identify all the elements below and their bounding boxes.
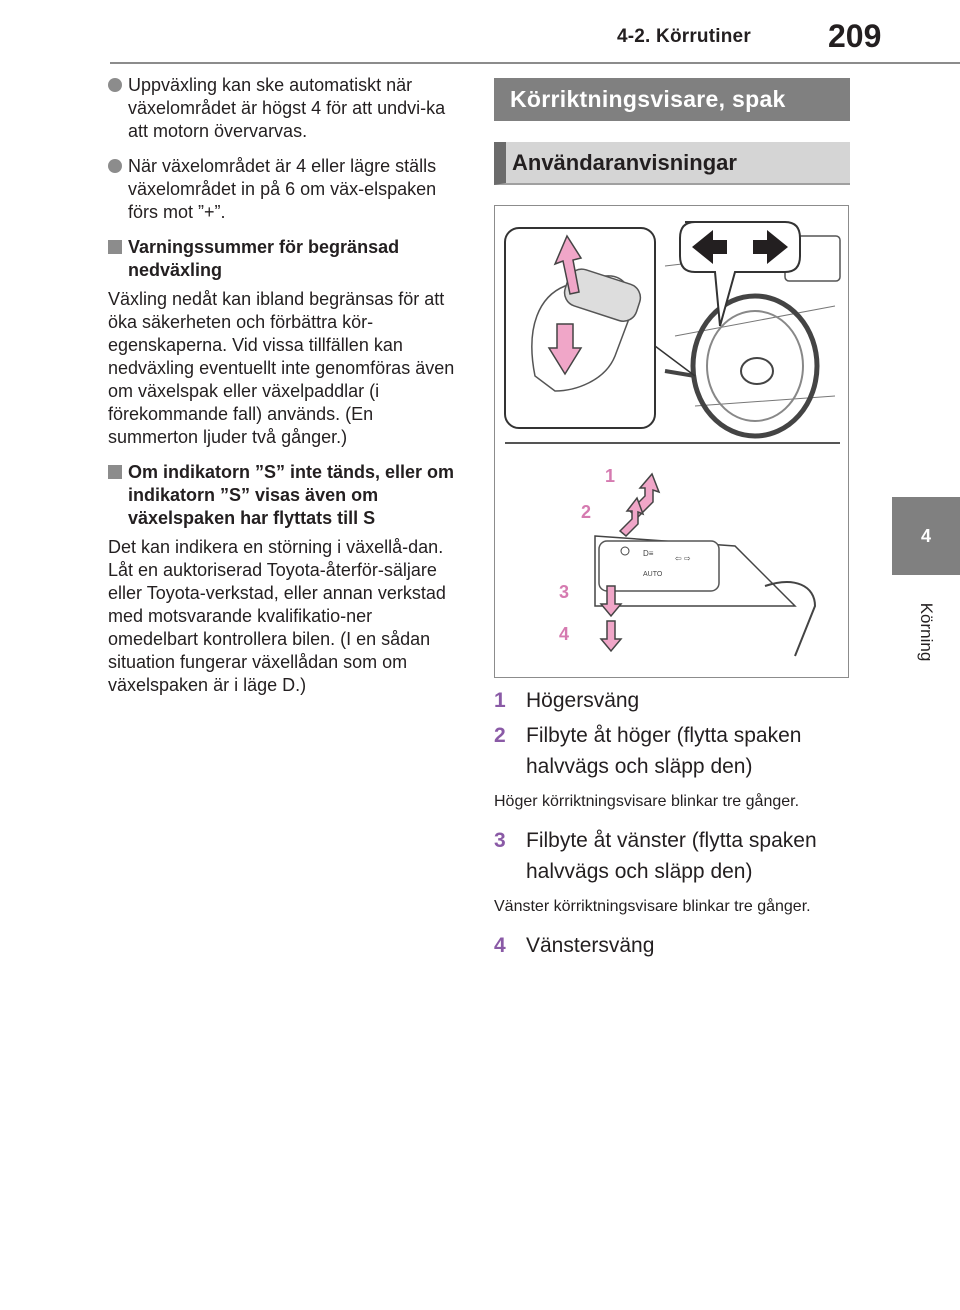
bullet-text: När växelområdet är 4 eller lägre ställs växelområdet in på 6 om väx-elspaken förs mot ”+”.	[128, 156, 437, 222]
lever-switch-panel	[599, 541, 719, 591]
turn-signal-figure	[494, 205, 849, 678]
step-text: Vänstersväng	[526, 934, 655, 957]
bullet-text: Uppväxling kan ske automatiskt när växelområdet är högst 4 för att undvi-ka att motorn övervarvas.	[128, 75, 446, 141]
chapter-tab: 4	[892, 497, 960, 575]
section-title: 4-2. Körrutiner	[617, 26, 751, 47]
step-item	[494, 930, 854, 961]
body-paragraph: Växling nedåt kan ibland begränsas för att öka säkerheten och förbättra kör-egenskaperna. Vid vissa tillfällen kan nedväxling eventuellt inte genomföras även om växelspak eller växelpaddlar (i förekommande fall) används. (En summerton ljuder två gånger.)	[108, 289, 455, 447]
bullet-dot-icon	[108, 78, 122, 92]
step-text: Filbyte åt vänster (flytta spaken halvvägs och släpp den)	[526, 829, 817, 883]
left-column	[108, 74, 466, 709]
step-note: Höger körriktningsvisare blinkar tre gånger.	[494, 793, 800, 810]
header-divider	[110, 62, 960, 64]
subsection-heading	[108, 236, 466, 282]
figure-label-3: 3	[559, 582, 570, 602]
turn-signal-illustration	[495, 206, 850, 679]
section-banner: Körriktningsvisare, spak	[494, 78, 850, 121]
chapter-label: Körning	[917, 602, 936, 662]
callout-bubble	[680, 222, 800, 326]
bullet-dot-icon	[108, 159, 122, 173]
square-bullet-icon	[108, 240, 122, 254]
step-number: 1	[494, 689, 506, 712]
lever-label-icon: D≡	[643, 549, 654, 558]
step-number: 2	[494, 724, 506, 747]
step-number: 4	[494, 934, 506, 957]
page-number: 209	[828, 18, 882, 54]
subsection-heading	[108, 461, 466, 530]
square-bullet-icon	[108, 465, 122, 479]
signal-arrows-icon: ⇦ ⇨	[675, 554, 691, 563]
steering-hub	[741, 358, 773, 384]
auto-label-icon: AUTO	[643, 571, 663, 578]
bullet-item	[108, 155, 466, 224]
step-text: Högersväng	[526, 689, 640, 712]
step-item	[494, 825, 854, 887]
step-item	[494, 685, 854, 716]
step-number: 3	[494, 829, 506, 852]
step-item	[494, 720, 854, 782]
arrow-up-half-icon	[620, 498, 643, 536]
bullet-item	[108, 74, 466, 143]
subsection-heading-text: Varningssummer för begränsad nedväxling	[128, 237, 400, 280]
figure-label-4: 4	[559, 624, 570, 644]
steps-list	[494, 685, 854, 965]
body-paragraph: Det kan indikera en störning i växellå-dan. Låt en auktoriserad Toyota-återför-säljare eller Toyota-verkstad, eller annan verkstad med motsvarande kvalifikatio-ner omedelbart kontrollera bilen. (I en sådan situation fungerar växellådan som om växelspaken är i läge D.)	[108, 537, 446, 695]
step-note: Vänster körriktningsvisare blinkar tre gånger.	[494, 898, 811, 915]
figure-label-2: 2	[581, 502, 592, 522]
step-text: Filbyte åt höger (flytta spaken halvvägs och släpp den)	[526, 724, 802, 778]
subsection-banner: Användaranvisningar	[494, 142, 850, 185]
arrow-down-full-icon	[601, 621, 621, 651]
subsection-heading-text: Om indikatorn ”S” inte tänds, eller om indikatorn ”S” visas även om växelspaken har flyttats till S	[128, 462, 455, 528]
figure-label-1: 1	[605, 466, 616, 486]
